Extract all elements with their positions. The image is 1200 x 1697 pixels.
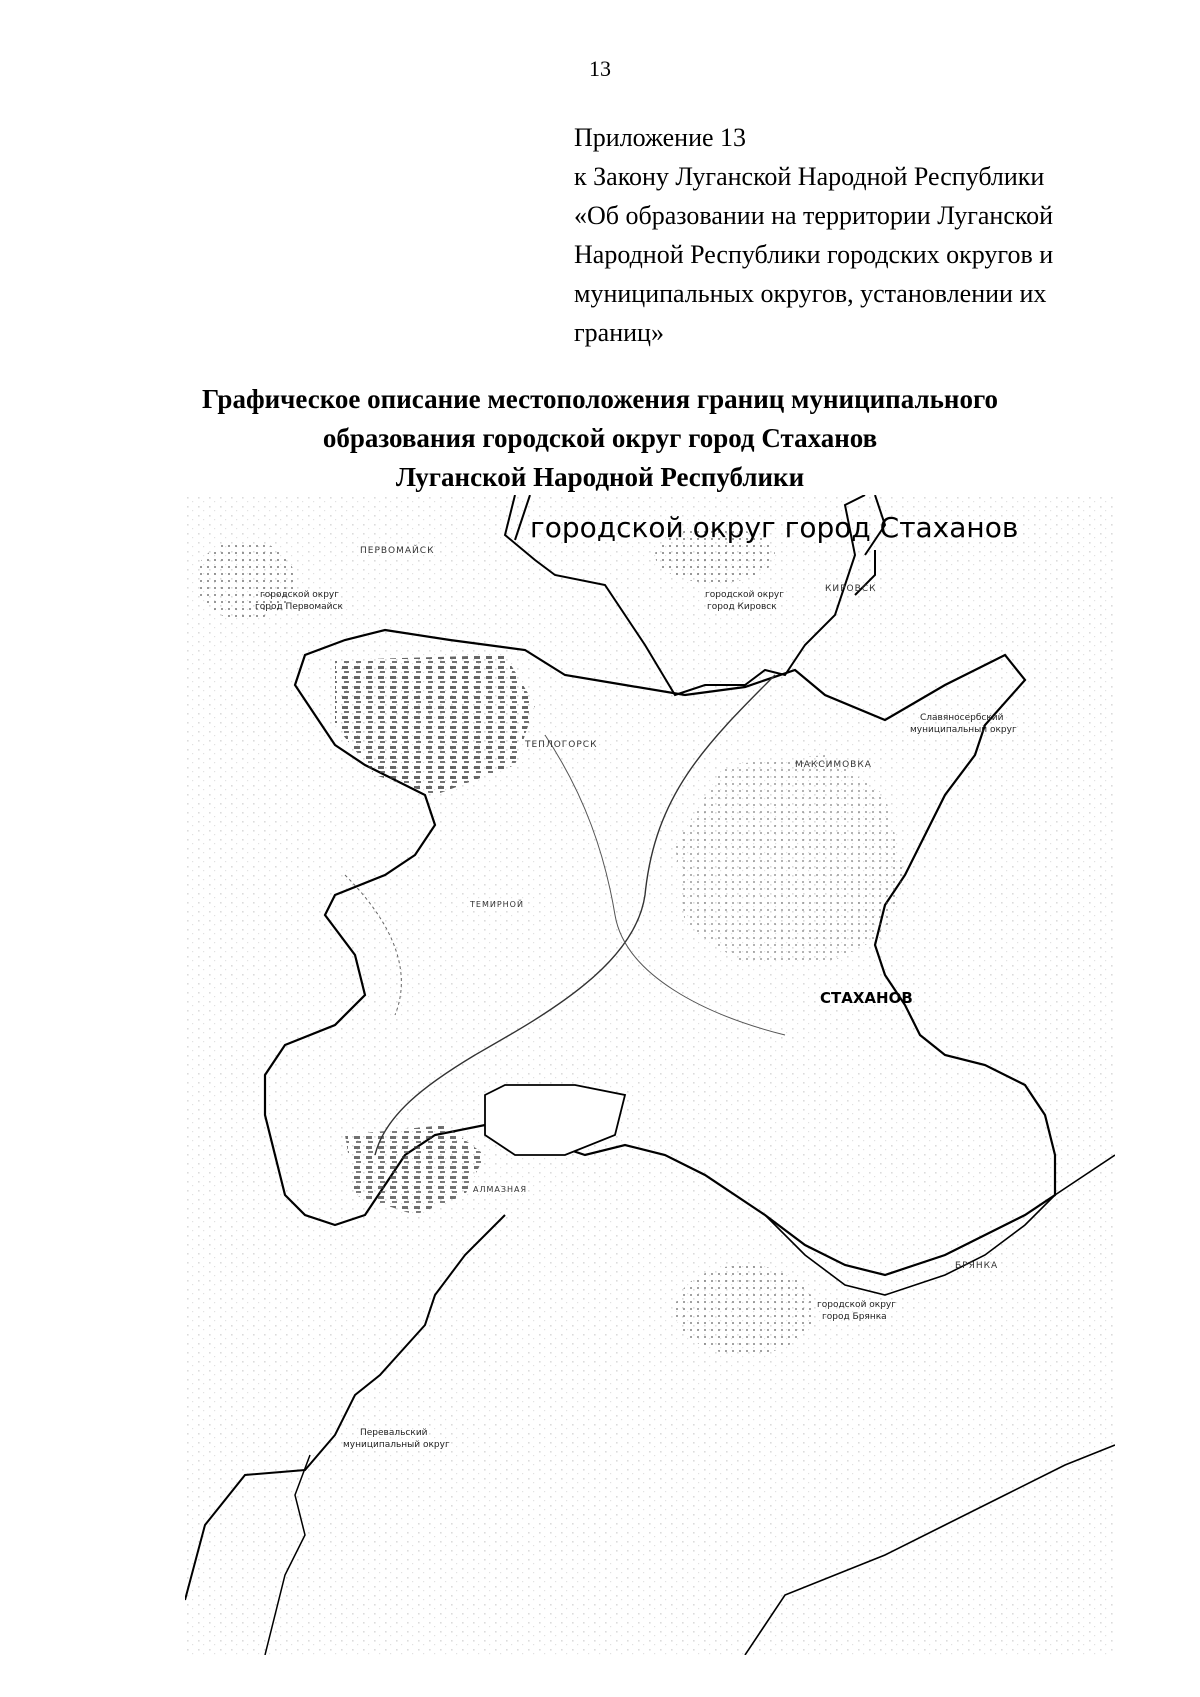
map-label-bryanka-district: город Брянка — [822, 1312, 887, 1322]
document-title — [0, 380, 1200, 497]
boundary-map — [185, 495, 1115, 1655]
map-label-teplogorsk: ТЕПЛОГОРСК — [525, 740, 598, 750]
map-label-kirovsk: КИРОВСК — [825, 584, 877, 594]
bryanka-settlement — [675, 1265, 815, 1355]
map-label-kirovsk-district: городской округ — [705, 590, 784, 600]
map-label-pervomaisk-district: городской округ — [260, 590, 339, 600]
map-label-slavyanoserbsky: Славяносербский — [920, 713, 1004, 723]
page-number: 13 — [589, 56, 611, 81]
map-label-bryanka-district: городской округ — [817, 1300, 896, 1310]
appendix-line: к Закону Луганской Народной Республики — [574, 162, 1045, 191]
map-label-stakhanov: СТАХАНОВ — [820, 989, 913, 1007]
title-line: Графическое описание местоположения границ муниципального — [201, 384, 999, 414]
map-label-bryanka: БРЯНКА — [955, 1261, 999, 1271]
map-label-temirnoi: ТЕМИРНОЙ — [470, 900, 524, 909]
appendix-line: Приложение 13 — [574, 123, 747, 152]
map-label-pervomaisk-district: город Первомайск — [255, 602, 343, 612]
appendix-line: муниципальных округов, установлении их — [574, 279, 1047, 308]
title-line: образования городской округ город Стаханов — [322, 423, 878, 453]
appendix-line: границ» — [574, 318, 664, 347]
map-label-kirovsk-district: город Кировск — [707, 602, 777, 612]
appendix-block — [574, 118, 1134, 352]
appendix-line: «Об образовании на территории Луганской — [574, 201, 1054, 230]
map-label-almaznaya: АЛМАЗНАЯ — [473, 1185, 528, 1194]
title-line: Луганской Народной Республики — [395, 462, 805, 492]
boundary-map-svg — [185, 495, 1115, 1655]
appendix-line: Народной Республики городских округов и — [574, 240, 1054, 269]
map-label-slavyanoserbsky: муниципальный округ — [910, 725, 1017, 735]
map-label-perevalsk: муниципальный округ — [343, 1440, 450, 1450]
map-main-label: городской округ город Стаханов — [530, 511, 1019, 544]
map-label-maksimovka: МАКСИМОВКА — [795, 760, 872, 770]
map-label-pervomaisk: ПЕРВОМАЙСК — [360, 546, 435, 556]
map-label-perevalsk: Перевальский — [360, 1428, 428, 1438]
